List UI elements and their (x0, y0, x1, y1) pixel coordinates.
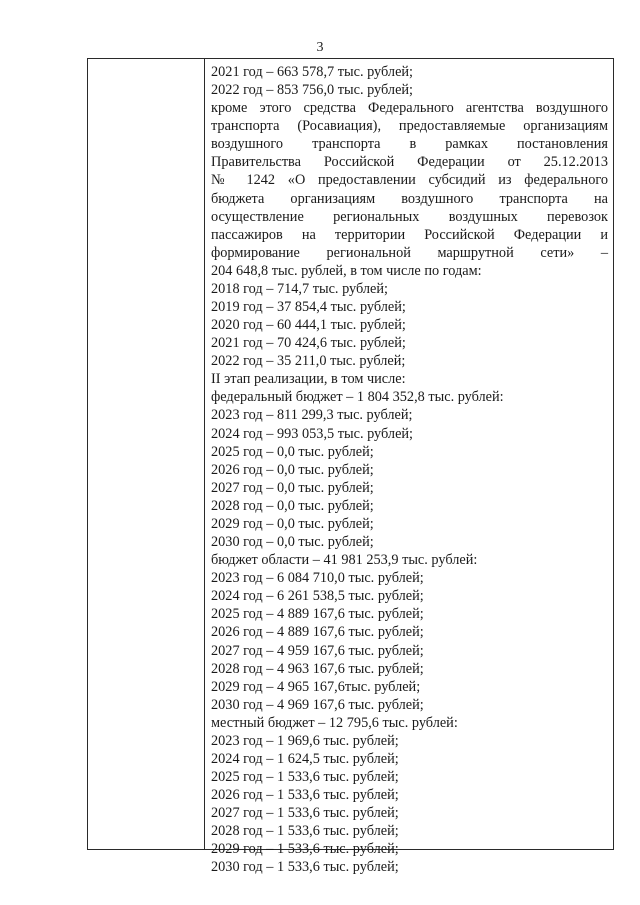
text-line: 2030 год – 0,0 тыс. рублей; (211, 534, 374, 551)
text-line: осуществление региональных воздушных перевозок (211, 208, 608, 225)
text-line: 2028 год – 4 963 167,6 тыс. рублей; (211, 660, 424, 677)
text-line: 2023 год – 811 299,3 тыс. рублей; (211, 407, 413, 424)
funding-table (87, 58, 614, 876)
text-line: пассажиров на территории Российской Федерации и (211, 226, 608, 243)
text-line: воздушного транспорта в рамках постановления (211, 136, 608, 153)
text-line: бюджет области – 41 981 253,9 тыс. рублей: (211, 552, 478, 569)
text-line: 2029 год – 1 533,6 тыс. рублей; (211, 841, 399, 858)
text-line: 2022 год – 35 211,0 тыс. рублей; (211, 353, 406, 370)
text-line: 2023 год – 1 969,6 тыс. рублей; (211, 732, 399, 749)
text-line: 2021 год – 70 424,6 тыс. рублей; (211, 335, 406, 352)
funding-text-cell (205, 59, 613, 876)
text-line: формирование региональной маршрутной сети» – (211, 244, 608, 261)
text-line: 2027 год – 1 533,6 тыс. рублей; (211, 805, 399, 822)
text-line: 2027 год – 4 959 167,6 тыс. рублей; (211, 642, 424, 659)
text-line: 2025 год – 1 533,6 тыс. рублей; (211, 769, 399, 786)
text-line: 2029 год – 4 965 167,6тыс. рублей; (211, 678, 421, 695)
text-line: 2021 год – 663 578,7 тыс. рублей; (211, 64, 414, 80)
text-line: 2030 год – 4 969 167,6 тыс. рублей; (211, 696, 424, 713)
text-line: II этап реализации, в том числе: (211, 371, 406, 388)
text-line: 2028 год – 0,0 тыс. рублей; (211, 497, 374, 514)
label-cell (88, 59, 205, 849)
text-line: 2028 год – 1 533,6 тыс. рублей; (211, 823, 399, 840)
text-line: местный бюджет – 12 795,6 тыс. рублей: (211, 714, 458, 731)
text-line: 2026 год – 0,0 тыс. рублей; (211, 461, 374, 478)
text-line: 2018 год – 714,7 тыс. рублей; (211, 280, 389, 297)
text-line: кроме этого средства Федерального агентства воздушного (211, 100, 608, 117)
text-line: бюджета организациям воздушного транспорта на (211, 190, 608, 207)
text-line: Правительства Российской Федерации от 25.12.2013 (211, 154, 608, 171)
text-line: 2030 год – 1 533,6 тыс. рублей; (211, 859, 399, 876)
text-line: 204 648,8 тыс. рублей, в том числе по годам: (211, 262, 482, 279)
text-line: 2022 год – 853 756,0 тыс. рублей; (211, 82, 414, 99)
text-line: 2024 год – 993 053,5 тыс. рублей; (211, 425, 414, 442)
text-line: 2024 год – 6 261 538,5 тыс. рублей; (211, 588, 424, 605)
text-line: 2023 год – 6 084 710,0 тыс. рублей; (211, 570, 424, 587)
text-line: 2019 год – 37 854,4 тыс. рублей; (211, 299, 406, 316)
text-line: 2024 год – 1 624,5 тыс. рублей; (211, 750, 399, 767)
text-line: федеральный бюджет – 1 804 352,8 тыс. рублей: (211, 389, 504, 406)
text-line: транспорта (Росавиация), предоставляемые организациям (211, 118, 608, 135)
page-number: 3 (316, 40, 324, 55)
text-line: 2027 год – 0,0 тыс. рублей; (211, 479, 374, 496)
text-line: 2026 год – 1 533,6 тыс. рублей; (211, 787, 399, 804)
text-line: 2026 год – 4 889 167,6 тыс. рублей; (211, 624, 424, 641)
text-line: 2025 год – 0,0 тыс. рублей; (211, 443, 374, 460)
text-line: № 1242 «О предоставлении субсидий из федерального (211, 172, 608, 189)
text-line: 2029 год – 0,0 тыс. рублей; (211, 515, 374, 532)
text-line: 2020 год – 60 444,1 тыс. рублей; (211, 317, 406, 334)
text-line: 2025 год – 4 889 167,6 тыс. рублей; (211, 606, 424, 623)
